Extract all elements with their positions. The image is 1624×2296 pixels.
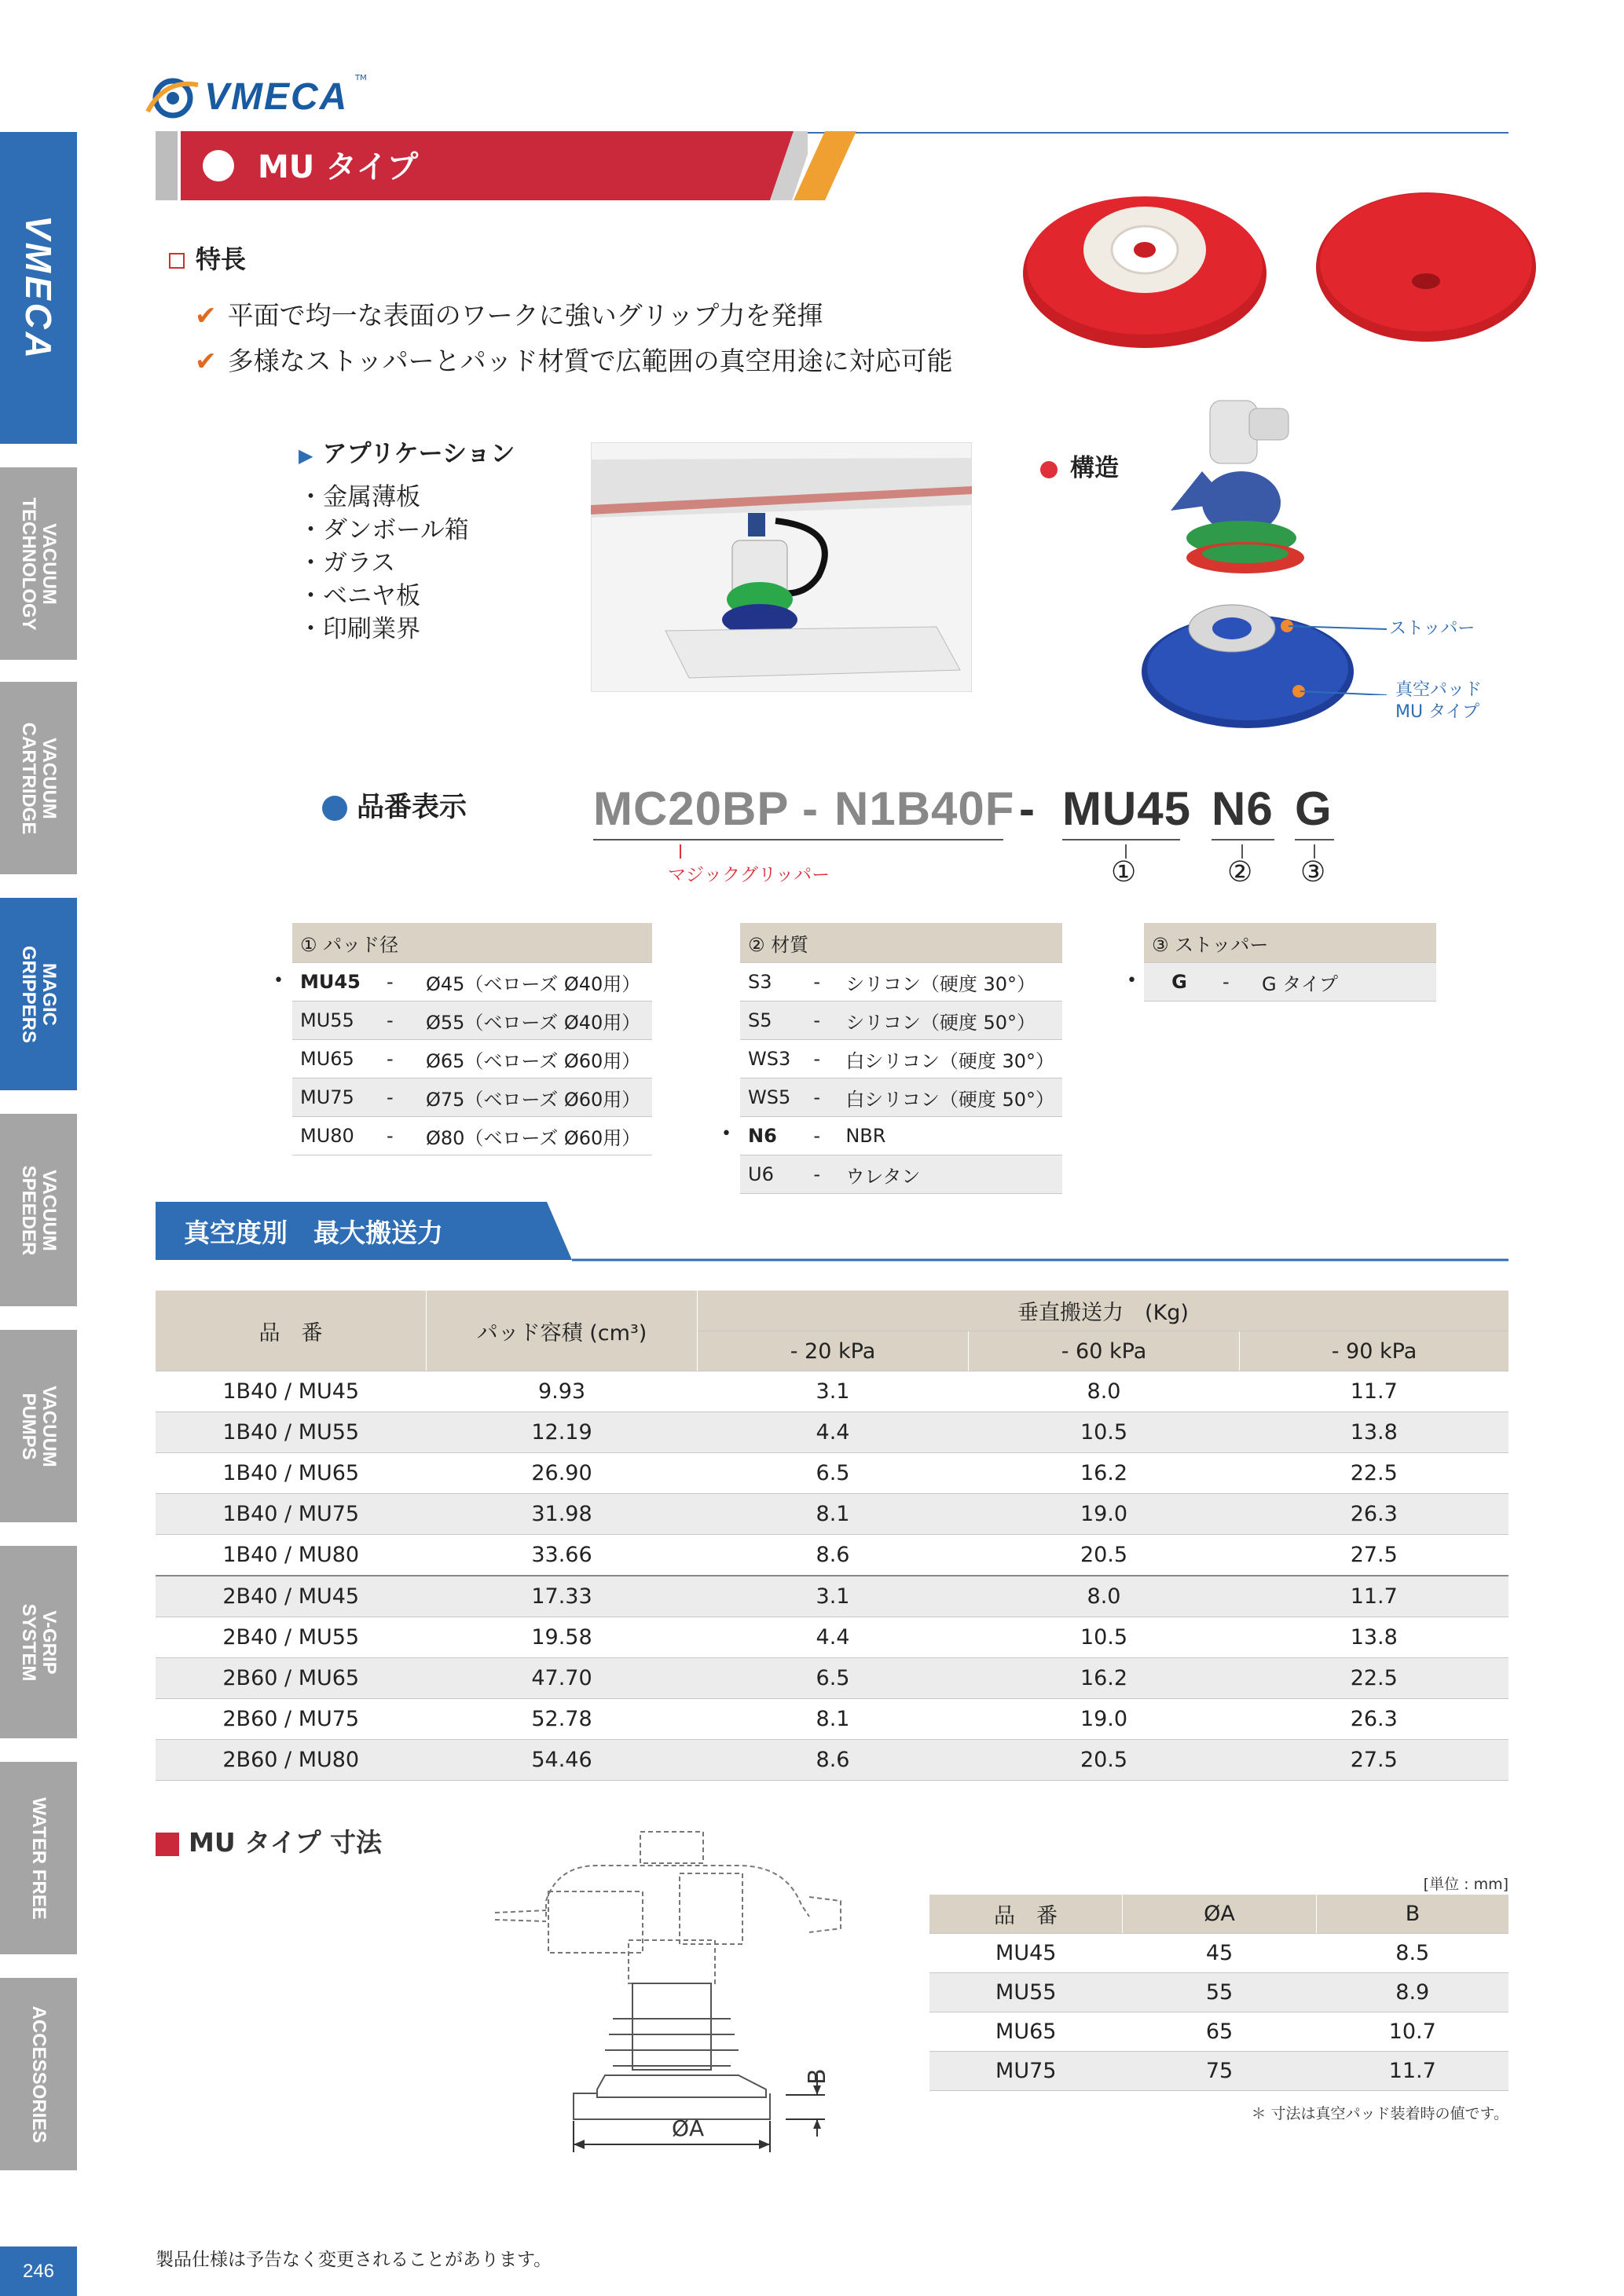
default-bullet: • <box>1127 971 1137 991</box>
lift-force-table <box>156 1291 1509 1781</box>
pn-segment-dash: - <box>1019 782 1036 835</box>
pad-diameter-table <box>292 923 652 1155</box>
side-tab-vacuum-speeder[interactable]: VACUUM SPEEDER <box>0 1114 77 1306</box>
side-tab-vacuum-pumps[interactable]: VACUUM PUMPS <box>0 1330 77 1522</box>
side-tab-vacuum-cartridge[interactable]: VACUUM CARTRIDGE <box>0 682 77 874</box>
part-number-heading: 品番表示 <box>322 785 467 825</box>
side-tab-accessories[interactable]: ACCESSORIES <box>0 1978 77 2170</box>
page-title: MU タイプ <box>258 149 419 185</box>
dim-label-b: B <box>804 2068 831 2085</box>
blue-dot-icon <box>322 796 347 821</box>
table-row: MU45 - Ø45（ベローズ Ø40用） <box>292 963 652 1002</box>
stopper-header: ③ ストッパー <box>1144 923 1436 963</box>
check-icon: ✔ <box>195 346 217 376</box>
feature-item: ✔ 多様なストッパーとパッド材質で広範囲の真空用途に対応可能 <box>195 346 953 376</box>
application-photo <box>591 442 972 692</box>
dimensions-heading: MU タイプ 寸法 <box>156 1822 382 1859</box>
vmeca-logo <box>141 71 369 126</box>
magic-gripper-label: マジックグリッパー <box>668 865 830 885</box>
table-row: MU55 55 8.9 <box>929 1973 1509 2012</box>
dimension-note: ＊ 寸法は真空パッド装着時の値です。 <box>1251 2105 1509 2122</box>
product-photo-pad-bottom <box>1308 181 1544 346</box>
vmeca-logo-icon <box>141 71 204 126</box>
applications-heading: ▶ アプリケーション <box>299 440 515 468</box>
table-row: 1B40 / MU65 26.90 6.5 16.2 22.5 <box>156 1453 1509 1494</box>
pn-segment-stopper: G <box>1295 782 1333 835</box>
table-row: 2B60 / MU75 52.78 8.1 19.0 26.3 <box>156 1699 1509 1740</box>
col-kpa-90: - 90 kPa <box>1240 1331 1509 1371</box>
application-item: ・金属薄板 <box>299 483 420 511</box>
col-a: ØA <box>1123 1895 1317 1934</box>
pn-tick <box>680 844 681 859</box>
table-row: U6 - ウレタン <box>740 1155 1062 1194</box>
pn-segment-material: N6 <box>1212 782 1274 835</box>
pad-diameter-header: ① パッド径 <box>292 923 652 963</box>
table-row: 1B40 / MU75 31.98 8.1 19.0 26.3 <box>156 1494 1509 1535</box>
table-row: S3 - シリコン（硬度 30°） <box>740 963 1062 1002</box>
application-item: ・ガラス <box>299 549 396 577</box>
table-row: 1B40 / MU55 12.19 4.4 10.5 13.8 <box>156 1412 1509 1453</box>
marker-3: ③ <box>1300 856 1326 888</box>
col-vertical: 垂直搬送力 (Kg) <box>698 1291 1509 1331</box>
application-item: ・ダンボール箱 <box>299 516 469 544</box>
structure-photo-assembly <box>1155 393 1312 589</box>
table-row: MU75 75 11.7 <box>929 2052 1509 2091</box>
feature-item: ✔ 平面で均一な表面のワークに強いグリップ力を発揮 <box>195 300 823 331</box>
pn-underline <box>1062 839 1180 840</box>
side-tab-vmeca[interactable]: VMECA <box>0 132 77 444</box>
table-row: 2B40 / MU45 17.33 3.1 8.0 11.7 <box>156 1576 1509 1617</box>
table-row: MU80 - Ø80（ベローズ Ø60用） <box>292 1117 652 1155</box>
marker-2: ② <box>1227 856 1253 888</box>
col-part: 品 番 <box>156 1291 427 1371</box>
marker-1: ① <box>1111 856 1137 888</box>
pn-segment-pad: MU45 <box>1062 782 1192 835</box>
product-photo-pad-top <box>1018 171 1271 352</box>
table-row: WS5 - 白シリコン（硬度 50°） <box>740 1078 1062 1117</box>
title-dot <box>203 150 234 181</box>
callout-pad-line1: 真空パッド <box>1395 680 1483 700</box>
material-table <box>740 923 1062 1194</box>
header-rule <box>786 132 1509 134</box>
check-icon: ✔ <box>195 300 217 331</box>
lift-force-heading: 真空度別 最大搬送力 <box>184 1218 443 1248</box>
pn-underline <box>593 839 1003 840</box>
pn-segment-body: N1B40F <box>834 782 1015 835</box>
material-header: ② 材質 <box>740 923 1062 963</box>
callout-lines <box>1289 617 1399 695</box>
side-tab-water-free[interactable]: WATER FREE <box>0 1762 77 1954</box>
logo-tm: TM <box>355 74 367 82</box>
table-row: N6 - NBR <box>740 1117 1062 1155</box>
col-part: 品 番 <box>929 1895 1123 1934</box>
dimension-drawing <box>471 1822 864 2160</box>
red-square-icon <box>156 1833 179 1856</box>
col-area: パッド容積 (cm³) <box>427 1291 698 1371</box>
table-row: S5 - シリコン（硬度 50°） <box>740 1002 1062 1040</box>
page-number: 246 <box>0 2247 77 2296</box>
footer-note: 製品仕様は予告なく変更されることがあります。 <box>156 2250 552 2270</box>
application-item: ・ベニヤ板 <box>299 582 420 610</box>
application-item: ・印刷業界 <box>299 615 420 643</box>
pn-underline <box>1295 839 1334 840</box>
table-row: G - G タイプ <box>1144 963 1436 1002</box>
col-b: B <box>1317 1895 1509 1934</box>
col-kpa-20: - 20 kPa <box>698 1331 969 1371</box>
unit-label: [単位 : mm] <box>1423 1876 1509 1893</box>
stopper-table <box>1144 923 1436 1002</box>
table-row: MU45 45 8.5 <box>929 1934 1509 1973</box>
red-dot-icon <box>1040 461 1058 478</box>
table-row: MU75 - Ø75（ベローズ Ø60用） <box>292 1078 652 1117</box>
pn-underline <box>1212 839 1274 840</box>
table-row: 2B60 / MU80 54.46 8.6 20.5 27.5 <box>156 1740 1509 1781</box>
table-row: 2B60 / MU65 47.70 6.5 16.2 22.5 <box>156 1658 1509 1699</box>
triangle-icon: ▶ <box>299 445 313 467</box>
dim-label-a: ØA <box>672 2115 705 2141</box>
square-icon <box>169 253 185 269</box>
table-row: MU55 - Ø55（ベローズ Ø40用） <box>292 1002 652 1040</box>
side-tab-v-grip-system[interactable]: V-GRIP SYSTEM <box>0 1546 77 1738</box>
title-accent-stripe <box>794 131 856 200</box>
callout-pad-line2: MU タイプ <box>1395 702 1479 722</box>
table-row: 1B40 / MU80 33.66 8.6 20.5 27.5 <box>156 1535 1509 1576</box>
lift-force-section-bar <box>156 1202 1509 1265</box>
pn-segment-magic-gripper: MC20BP - <box>593 782 819 835</box>
structure-heading: 構造 <box>1040 448 1119 483</box>
features-heading: 特長 <box>169 240 246 276</box>
dimensions-table <box>929 1895 1509 2091</box>
title-bar-shape <box>156 131 808 200</box>
side-tab-vacuum-technology[interactable]: VACUUM TECHNOLOGY <box>0 467 77 660</box>
title-bar <box>156 131 808 200</box>
col-kpa-60: - 60 kPa <box>969 1331 1240 1371</box>
callout-stopper: ストッパー <box>1389 619 1476 639</box>
table-row: WS3 - 白シリコン（硬度 30°） <box>740 1040 1062 1078</box>
side-tab-magic-grippers[interactable]: MAGIC GRIPPERS <box>0 898 77 1090</box>
table-row: MU65 - Ø65（ベローズ Ø60用） <box>292 1040 652 1078</box>
table-row: 2B40 / MU55 19.58 4.4 10.5 13.8 <box>156 1617 1509 1658</box>
table-row: MU65 65 10.7 <box>929 2012 1509 2052</box>
default-bullet: • <box>721 1124 731 1144</box>
logo-text: VMECA <box>204 76 349 118</box>
table-row: 1B40 / MU45 9.93 3.1 8.0 11.7 <box>156 1371 1509 1412</box>
default-bullet: • <box>273 971 284 991</box>
